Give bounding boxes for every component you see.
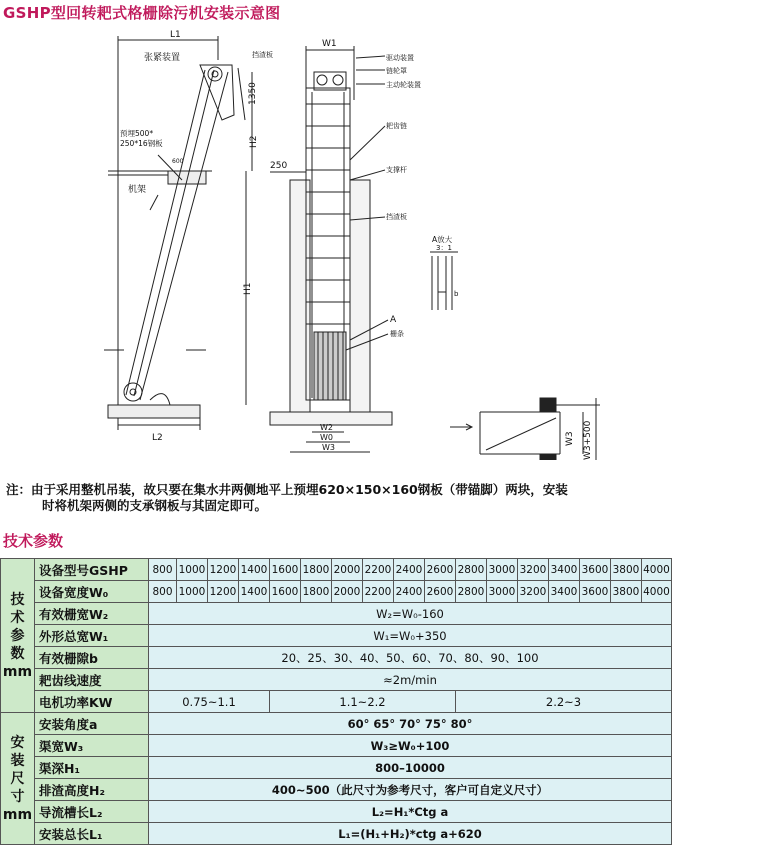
table-row	[1, 823, 672, 845]
power-range-2: 1.1~2.2	[270, 691, 456, 713]
model-cell: 3800	[611, 559, 642, 581]
install-note-line1: 注：由于采用整机吊装，故只要在集水井两侧地平上预埋620×150×160钢板（带锚脚）两块，安装	[6, 482, 568, 497]
model-cell: 3200	[518, 559, 549, 581]
dim-600: 600	[172, 158, 184, 165]
width-cell: 1400	[239, 581, 270, 603]
power-range-1: 0.75~1.1	[149, 691, 270, 713]
row-value: L₂=H₁*Ctg a	[149, 801, 672, 823]
model-cell: 3400	[549, 559, 580, 581]
dim-w3-plus-500: W3+500	[583, 420, 593, 460]
width-cell: 2600	[425, 581, 456, 603]
model-cell: 3600	[580, 559, 611, 581]
section-title: 技术参数	[3, 532, 64, 550]
installation-drawing	[0, 20, 783, 460]
dim-l2: L2	[152, 433, 163, 443]
row-value: W₂=W₀-160	[149, 603, 672, 625]
dim-w0: W0	[320, 433, 333, 442]
row-label: 耙齿线速度	[35, 669, 149, 691]
install-note	[6, 482, 766, 514]
row-value: 400~500（此尺寸为参考尺寸，客户可自定义尺寸）	[149, 779, 672, 801]
dim-w1: W1	[322, 39, 337, 49]
page-title: GSHP型回转耙式格栅除污机安装示意图	[3, 4, 281, 22]
label-baffle-top: 挡渣板	[252, 51, 273, 59]
row-label: 渠宽W₃	[35, 735, 149, 757]
row-value: 800–10000	[149, 757, 672, 779]
width-cell: 1600	[270, 581, 301, 603]
table-row	[1, 801, 672, 823]
table-row	[1, 603, 672, 625]
row-value: W₁=W₀+350	[149, 625, 672, 647]
row-value: 20、25、30、40、50、60、70、80、90、100	[149, 647, 672, 669]
table-row	[1, 757, 672, 779]
group-install-dims	[1, 713, 35, 845]
group-tech-params-char: 术	[10, 609, 25, 626]
row-label: 电机功率KW	[35, 691, 149, 713]
width-cell: 3600	[580, 581, 611, 603]
model-cell: 2800	[456, 559, 487, 581]
width-cell: 1200	[208, 581, 239, 603]
table-row	[1, 559, 672, 581]
dim-w2: W2	[320, 423, 333, 432]
dim-l1: L1	[170, 30, 181, 40]
width-cell: 3400	[549, 581, 580, 603]
model-cell: 2000	[332, 559, 363, 581]
label-sprocket-cover: 链轮罩	[386, 67, 407, 75]
width-cell: 800	[149, 581, 177, 603]
row-value: L₁=(H₁+H₂)*ctg a+620	[149, 823, 672, 845]
row-label: 排渣高度H₂	[35, 779, 149, 801]
label-driving-sprocket: 主动轮装置	[386, 81, 421, 89]
label-support-bar: 支撑杆	[386, 166, 407, 174]
install-note-line2: 时将机架两侧的支承钢板与其固定即可。	[42, 498, 268, 513]
label-rake-chain: 耙齿链	[386, 122, 407, 130]
model-cell: 4000	[642, 559, 672, 581]
group-tech-params-char: 数	[10, 645, 25, 662]
power-range-3: 2.2~3	[456, 691, 672, 713]
spec-table	[0, 558, 672, 845]
dim-h2: H2	[249, 135, 259, 148]
dim-250: 250	[270, 161, 288, 171]
width-cell: 2400	[394, 581, 425, 603]
label-point-a: A	[390, 315, 397, 325]
row-value: 60° 65° 70° 75° 80°	[149, 713, 672, 735]
model-cell: 800	[149, 559, 177, 581]
group-tech-params-char: 参	[10, 627, 25, 644]
label-embed-line2: 250*16钢板	[120, 139, 163, 148]
row-label: 有效栅宽W₂	[35, 603, 149, 625]
model-cell: 1600	[270, 559, 301, 581]
group-tech-params-char: mm	[2, 663, 33, 680]
table-row	[1, 735, 672, 757]
model-cell: 2200	[363, 559, 394, 581]
row-value: W₃≥W₀+100	[149, 735, 672, 757]
width-cell: 1800	[301, 581, 332, 603]
row-value: ≈2m/min	[149, 669, 672, 691]
label-drive-device: 驱动装置	[386, 54, 414, 62]
label-embed-line1: 预埋500*	[120, 129, 154, 138]
label-baffle: 挡渣板	[386, 213, 407, 221]
width-cell: 3200	[518, 581, 549, 603]
group-install-dims-char: 寸	[10, 788, 25, 805]
label-b: b	[454, 290, 459, 298]
dim-1350: 1350	[248, 82, 258, 105]
table-row	[1, 581, 672, 603]
table-row	[1, 713, 672, 735]
row-label: 设备宽度W₀	[35, 581, 149, 603]
label-frame: 机架	[128, 185, 147, 195]
width-cell: 2000	[332, 581, 363, 603]
label-tension-device: 张紧装置	[144, 53, 181, 63]
table-row	[1, 669, 672, 691]
row-label: 安装总长L₁	[35, 823, 149, 845]
model-cell: 1000	[177, 559, 208, 581]
group-install-dims-char: 装	[10, 752, 25, 769]
model-cell: 2600	[425, 559, 456, 581]
width-cell: 2200	[363, 581, 394, 603]
dim-w3-plan: W3	[565, 431, 575, 446]
group-install-dims-char: 安	[10, 734, 25, 751]
width-cell: 4000	[642, 581, 672, 603]
row-label: 外形总宽W₁	[35, 625, 149, 647]
model-cell: 2400	[394, 559, 425, 581]
label-grid-bar: 栅条	[390, 330, 404, 338]
row-label: 有效栅隙b	[35, 647, 149, 669]
model-cell: 1800	[301, 559, 332, 581]
model-cell: 1200	[208, 559, 239, 581]
label-zoom-a: A放大	[432, 235, 453, 244]
dim-w3: W3	[322, 443, 335, 452]
table-row	[1, 691, 672, 713]
row-label: 渠深H₁	[35, 757, 149, 779]
table-row	[1, 625, 672, 647]
width-cell: 3000	[487, 581, 518, 603]
table-row	[1, 647, 672, 669]
width-cell: 2800	[456, 581, 487, 603]
model-cell: 3000	[487, 559, 518, 581]
group-install-dims-char: 尺	[10, 770, 25, 787]
width-cell: 3800	[611, 581, 642, 603]
row-label: 安装角度a	[35, 713, 149, 735]
width-cell: 1000	[177, 581, 208, 603]
group-tech-params-char: 技	[10, 591, 25, 608]
group-tech-params	[1, 559, 35, 713]
label-zoom-scale: 3：1	[436, 244, 452, 252]
group-install-dims-char: mm	[2, 806, 33, 823]
dim-h1: H1	[243, 282, 253, 295]
model-cell: 1400	[239, 559, 270, 581]
row-label: 导流槽长L₂	[35, 801, 149, 823]
row-label: 设备型号GSHP	[35, 559, 149, 581]
table-row	[1, 779, 672, 801]
